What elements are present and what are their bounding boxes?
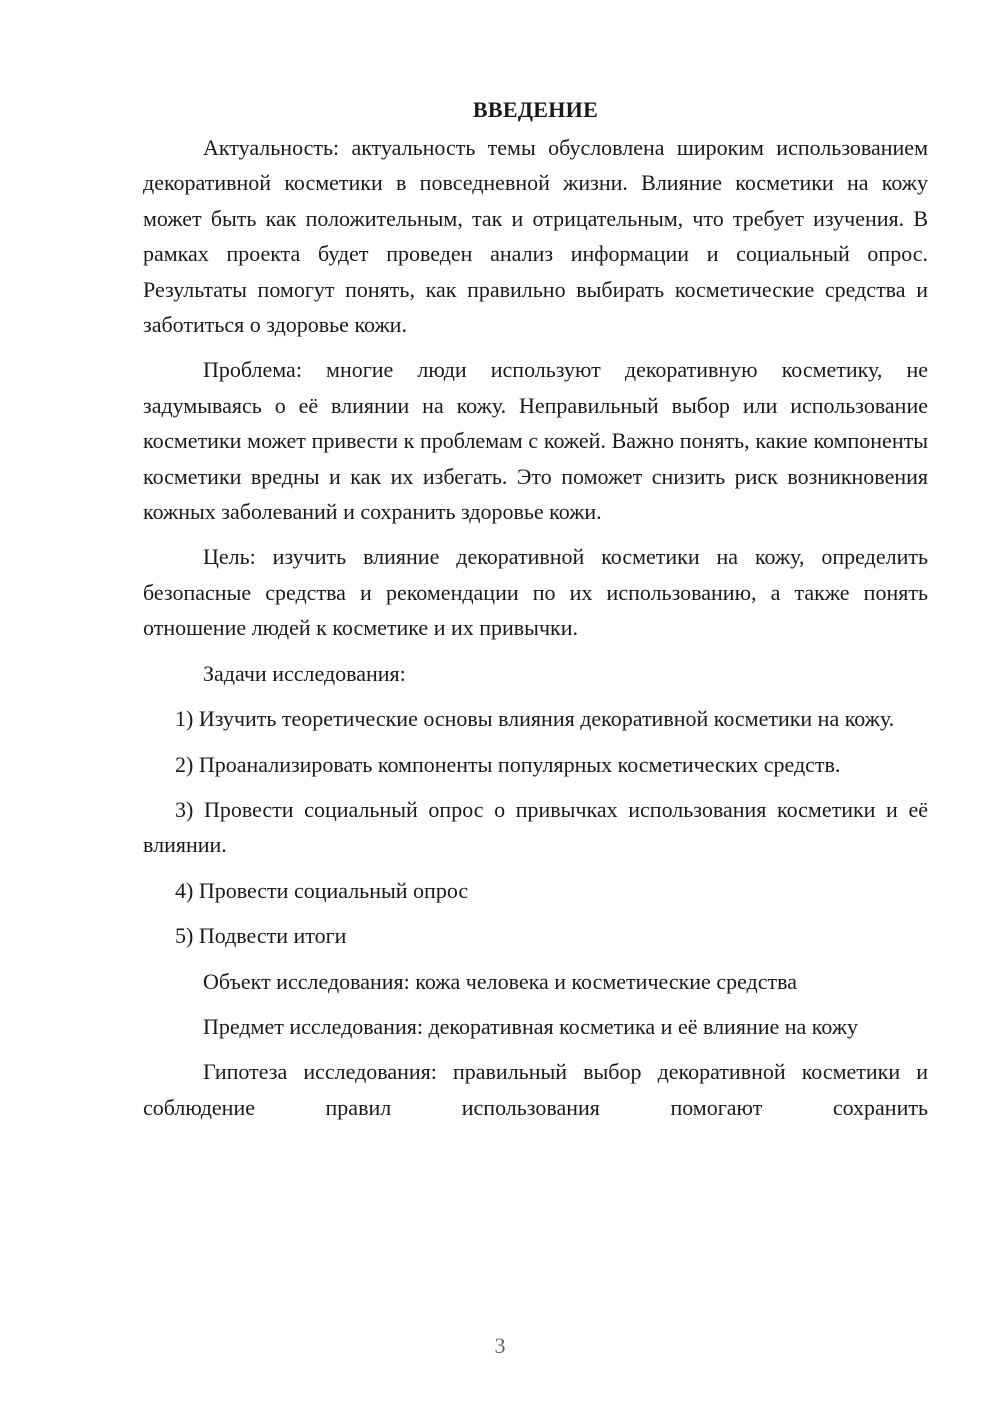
tasks-heading: Задачи исследования: bbox=[203, 660, 406, 686]
task-item-2: 2) Проанализировать компоненты популярных косметических средств. bbox=[175, 751, 841, 777]
hypothesis-paragraph: Гипотеза исследования: правильный выбор декоративной косметики и соблюдение правил использования помогают сохранить bbox=[143, 1059, 928, 1120]
page-title: ВВЕДЕНИЕ bbox=[472, 97, 599, 122]
task-item-1: 1) Изучить теоретические основы влияния декоративной косметики на кожу. bbox=[175, 706, 895, 732]
relevance-paragraph: Актуальность: актуальность темы обусловлена широким использованием декоративной косметики в повседневной жизни. Влияние косметики на кожу может быть как положительным, так и отрицательным, что требует изучения. В рамках проекта будет проведен анализ информации и социальный опрос. Результаты помогут понять, как правильно выбирать косметические средства и заботиться о здоровье кожи. bbox=[143, 135, 928, 338]
document-page bbox=[143, 92, 928, 1135]
task-item-5: 5) Подвести итоги bbox=[175, 923, 347, 949]
goal-paragraph: Цель: изучить влияние декоративной косметики на кожу, определить безопасные средства и рекомендации по их использованию, а также понять отношение людей к косметике и их привычки. bbox=[143, 544, 928, 641]
problem-paragraph: Проблема: многие люди используют декоративную косметику, не задумываясь о её влиянии на кожу. Неправильный выбор или использование косметики может привести к проблемам с кожей. Важно понять, какие компоненты косметики вредны и как их избегать. Это поможет снизить риск возникновения кожных заболеваний и сохранить здоровье кожи. bbox=[143, 357, 928, 525]
task-item-3: 3) Провести социальный опрос о привычках использования косметики и её влиянии. bbox=[143, 796, 928, 858]
subject-paragraph: Предмет исследования: декоративная косметика и её влияние на кожу bbox=[203, 1013, 859, 1039]
object-paragraph: Объект исследования: кожа человека и косметические средства bbox=[203, 968, 797, 994]
task-item-4: 4) Провести социальный опрос bbox=[175, 877, 469, 903]
page-number: 3 bbox=[494, 1333, 506, 1358]
